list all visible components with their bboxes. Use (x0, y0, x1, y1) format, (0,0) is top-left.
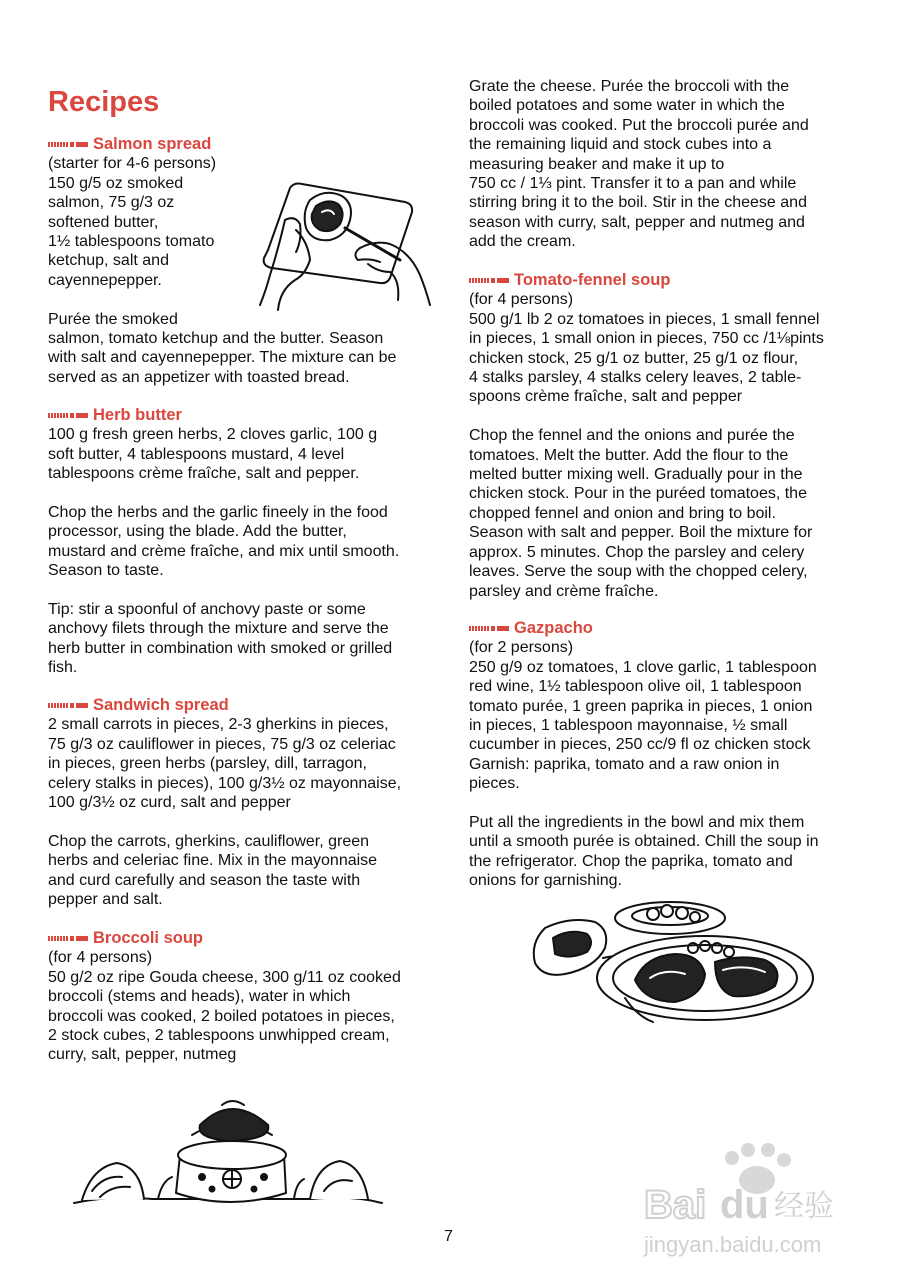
heading-text: Sandwich spread (93, 696, 229, 714)
ingredient-line: ketchup, salt and (48, 252, 169, 270)
method-line: mustard and crème fraîche, and mix until smooth. (48, 542, 400, 560)
method-line: leaves. Serve the soup with the chopped celery, (469, 563, 808, 581)
method-line: Purée the smoked (48, 310, 178, 328)
serves-line: (for 4 persons) (469, 291, 574, 309)
method-line: broccoli was cooked. Put the broccoli purée and (469, 116, 809, 134)
serves-line: (for 2 persons) (469, 639, 574, 657)
ingredient-line: salmon, 75 g/3 oz (48, 194, 175, 212)
broccoli-method-section (469, 77, 854, 252)
ingredient-line: red wine, 1½ tablespoon olive oil, 1 tablespoon (469, 678, 802, 696)
ingredient-line: in pieces, 1 tablespoon mayonnaise, ½ small (469, 717, 788, 735)
herb-butter-heading (48, 406, 443, 425)
method-line: stirring bring it to the boil. Stir in the cheese and (469, 194, 807, 212)
tip-line: Tip: stir a spoonful of anchovy paste or some (48, 601, 366, 619)
heading-text: Gazpacho (514, 619, 593, 637)
svg-text:Bai: Bai (644, 1183, 707, 1227)
method-line: chicken stock. Pour in the puréed tomatoes, the (469, 485, 807, 503)
ingredient-line: 150 g/5 oz smoked (48, 174, 184, 192)
gazpacho-section (469, 619, 854, 891)
soup-pot-illustration (72, 1095, 384, 1213)
heading-text: Herb butter (93, 406, 182, 424)
ingredient-line: softened butter, (48, 213, 159, 231)
method-line: served as an appetizer with toasted bread. (48, 368, 350, 386)
ingredient-line: Garnish: paprika, tomato and a raw onion in (469, 755, 780, 773)
method-line: approx. 5 minutes. Chop the parsley and celery (469, 543, 805, 561)
ingredient-line: 1½ tablespoons tomato (48, 233, 215, 251)
ingredient-line: soft butter, 4 tablespoons mustard, 4 level (48, 445, 345, 463)
tomato-fennel-soup-section (469, 271, 854, 601)
svg-text:du: du (720, 1183, 769, 1227)
ingredient-line: 75 g/3 oz cauliflower in pieces, 75 g/3 oz celeriac (48, 735, 396, 753)
ingredient-line: 4 stalks parsley, 4 stalks celery leaves, 2 table- (469, 369, 802, 387)
method-line: Chop the herbs and the garlic fineely in the food (48, 504, 388, 522)
ingredient-line: 500 g/1 lb 2 oz tomatoes in pieces, 1 small fennel (469, 310, 820, 328)
method-line: Put all the ingredients in the bowl and mix them (469, 814, 805, 832)
serves-line: (for 4 persons) (48, 949, 153, 967)
method-line: until a smooth purée is obtained. Chill the soup in (469, 833, 819, 851)
ingredient-line: cucumber in pieces, 250 cc/9 fl oz chicken stock (469, 736, 811, 754)
method-line: tomatoes. Melt the butter. Add the flour to the (469, 446, 789, 464)
method-line: melted butter mixing well. Gradually pour in the (469, 466, 803, 484)
sandwich-spread-section (48, 696, 443, 909)
gazpacho-heading (469, 619, 854, 638)
method-line: processor, using the blade. Add the butter, (48, 523, 347, 541)
ingredient-line: tomato purée, 1 green paprika in pieces, 1 onion (469, 697, 813, 715)
method-line: Season with salt and pepper. Boil the mixture for (469, 524, 813, 542)
broccoli-soup-section (48, 929, 443, 1065)
tip-line: anchovy filets through the mixture and serve the (48, 620, 389, 638)
page-number: 7 (444, 1228, 453, 1245)
dash-icon (469, 278, 509, 283)
method-line: salmon, tomato ketchup and the butter. Season (48, 330, 384, 348)
svg-text:经验: 经验 (774, 1189, 834, 1224)
dash-icon (48, 703, 88, 708)
method-line: the remaining liquid and stock cubes into a (469, 136, 772, 154)
tip-line: fish. (48, 659, 78, 677)
method-line: boiled potatoes and some water in which the (469, 97, 785, 115)
method-line: pepper and salt. (48, 891, 163, 909)
heading-text: Salmon spread (93, 135, 212, 153)
ingredient-line: 100 g/3½ oz curd, salt and pepper (48, 794, 291, 812)
ingredient-line: broccoli (stems and heads), water in which (48, 988, 351, 1006)
method-line: 750 cc / 1⅓ pint. Transfer it to a pan and while (469, 175, 797, 193)
ingredient-line: chicken stock, 25 g/1 oz butter, 25 g/1 oz flour, (469, 349, 799, 367)
dash-icon (469, 626, 509, 631)
ingredient-line: 50 g/2 oz ripe Gouda cheese, 300 g/11 oz cooked (48, 968, 401, 986)
method-line: the refrigerator. Chop the paprika, tomato and (469, 852, 793, 870)
method-line: Grate the cheese. Purée the broccoli with the (469, 78, 790, 95)
ingredient-line: 2 stock cubes, 2 tablespoons unwhipped cream, (48, 1027, 390, 1045)
method-line: Season to taste. (48, 562, 164, 580)
food-platter-illustration (525, 898, 815, 1028)
method-line: Chop the carrots, gherkins, cauliflower, green (48, 832, 370, 850)
heading-text: Broccoli soup (93, 929, 204, 947)
method-line: measuring beaker and make it up to (469, 155, 725, 173)
spreading-bread-illustration (250, 180, 435, 315)
method-line: with salt and cayennepepper. The mixture can be (48, 349, 397, 367)
method-line: add the cream. (469, 233, 576, 251)
salmon-spread-heading (48, 135, 443, 154)
dash-icon (48, 142, 88, 147)
ingredient-line: 2 small carrots in pieces, 2-3 gherkins in pieces, (48, 716, 389, 734)
ingredient-line: broccoli was cooked, 2 boiled potatoes in pieces, (48, 1007, 395, 1025)
ingredient-line: 100 g fresh green herbs, 2 cloves garlic, 100 g (48, 426, 378, 444)
tomato-fennel-soup-heading (469, 271, 854, 290)
method-line: Chop the fennel and the onions and purée the (469, 427, 795, 445)
page-title: Recipes (48, 86, 160, 118)
ingredient-line: celery stalks in pieces), 100 g/3½ oz mayonnaise, (48, 774, 402, 792)
dash-icon (48, 413, 88, 418)
serves-line: (starter for 4-6 persons) (48, 155, 217, 173)
heading-text: Tomato-fennel soup (514, 271, 671, 289)
sandwich-spread-heading (48, 696, 443, 715)
method-line: and curd carefully and season the taste with (48, 871, 361, 889)
ingredient-line: spoons crème fraîche, salt and pepper (469, 388, 743, 406)
method-line: chopped fennel and onion and bring to boil. (469, 504, 776, 522)
ingredient-line: curry, salt, pepper, nutmeg (48, 1046, 237, 1064)
ingredient-line: in pieces, 1 small onion in pieces, 750 cc /1⅛pints (469, 330, 824, 348)
ingredient-line: 250 g/9 oz tomatoes, 1 clove garlic, 1 tablespoon (469, 658, 817, 676)
tip-line: herb butter in combination with smoked or grilled (48, 639, 393, 657)
ingredient-line: tablespoons crème fraîche, salt and pepper. (48, 465, 360, 483)
ingredient-line: pieces. (469, 775, 520, 793)
method-line: season with curry, salt, pepper and nutmeg and (469, 213, 805, 231)
method-line: parsley and crème fraîche. (469, 582, 659, 600)
method-line: onions for garnishing. (469, 872, 622, 890)
dash-icon (48, 936, 88, 941)
baidu-watermark (640, 1140, 855, 1270)
herb-butter-section (48, 406, 443, 678)
broccoli-soup-heading (48, 929, 443, 948)
watermark-url: jingyan.baidu.com (644, 1232, 822, 1257)
method-line: herbs and celeriac fine. Mix in the mayonnaise (48, 852, 378, 870)
ingredient-line: cayennepepper. (48, 271, 162, 289)
ingredient-line: in pieces, green herbs (parsley, dill, tarragon, (48, 755, 367, 773)
